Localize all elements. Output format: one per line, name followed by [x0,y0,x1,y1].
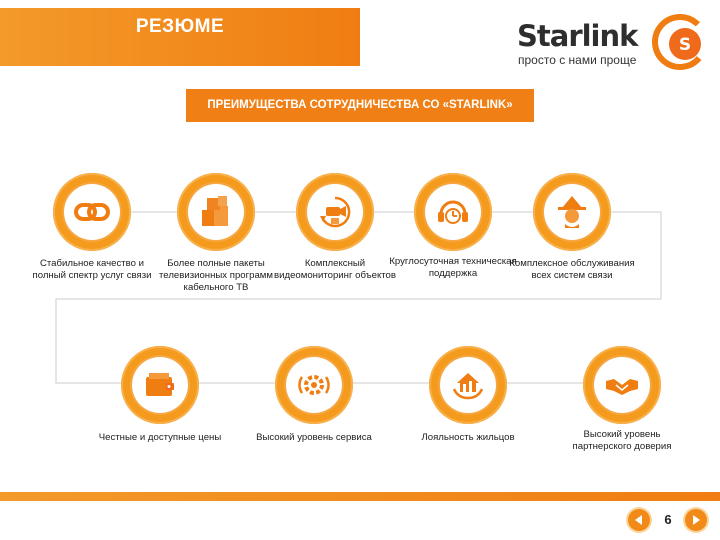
advantage-circle [296,173,374,251]
advantage-label: Высокий уровень сервиса [256,432,372,443]
advantage-circle [583,346,661,424]
service-engineer-icon [552,192,592,232]
advantage-circle [275,346,353,424]
advantages-banner: ПРЕИМУЩЕСТВА СОТРУДНИЧЕСТВА СО «STARLINK» [186,89,534,122]
support-headset-icon [433,192,473,232]
advantage-circle [53,173,131,251]
page-title: РЕЗЮМЕ [135,16,225,37]
advantage-label: Комплексное обслуживания всех систем связи [509,258,635,281]
advantage-label: Круглосуточная техническая поддержка [389,256,517,279]
footer-bar [0,492,720,501]
page-number: 6 [664,512,672,527]
wallet-icon [140,365,180,405]
advantage-circle [533,173,611,251]
advantage-label: Честные и доступные цены [98,432,222,443]
advantage-circle [121,346,199,424]
service-gear-icon [294,365,334,405]
house-hands-icon [448,365,488,405]
svg-text:S: S [678,35,692,55]
handshake-icon [602,365,642,405]
chain-link-icon [72,192,112,232]
advantage-label: Более полные пакеты телевизионных программ кабельного ТВ [159,258,273,293]
camera-monitoring-icon [315,192,355,232]
advantage-label: Комплексный видеомониторинг объектов [274,258,396,281]
advantage-label: Высокий уровень партнерского доверия [572,429,672,452]
prev-arrow-icon [633,514,645,526]
advantage-circle [177,173,255,251]
next-slide-button[interactable] [685,509,707,531]
advantage-label: Лояльность жильцов [421,432,515,443]
logo-tagline: просто с нами проще [518,53,637,67]
tv-packages-icon [196,192,236,232]
logo-name: Starlink [517,19,638,53]
prev-slide-button[interactable] [628,509,650,531]
advantage-label: Стабильное качество и полный спектр услуг связи [32,258,152,281]
next-arrow-icon [690,514,702,526]
advantage-circle [414,173,492,251]
advantage-circle [429,346,507,424]
